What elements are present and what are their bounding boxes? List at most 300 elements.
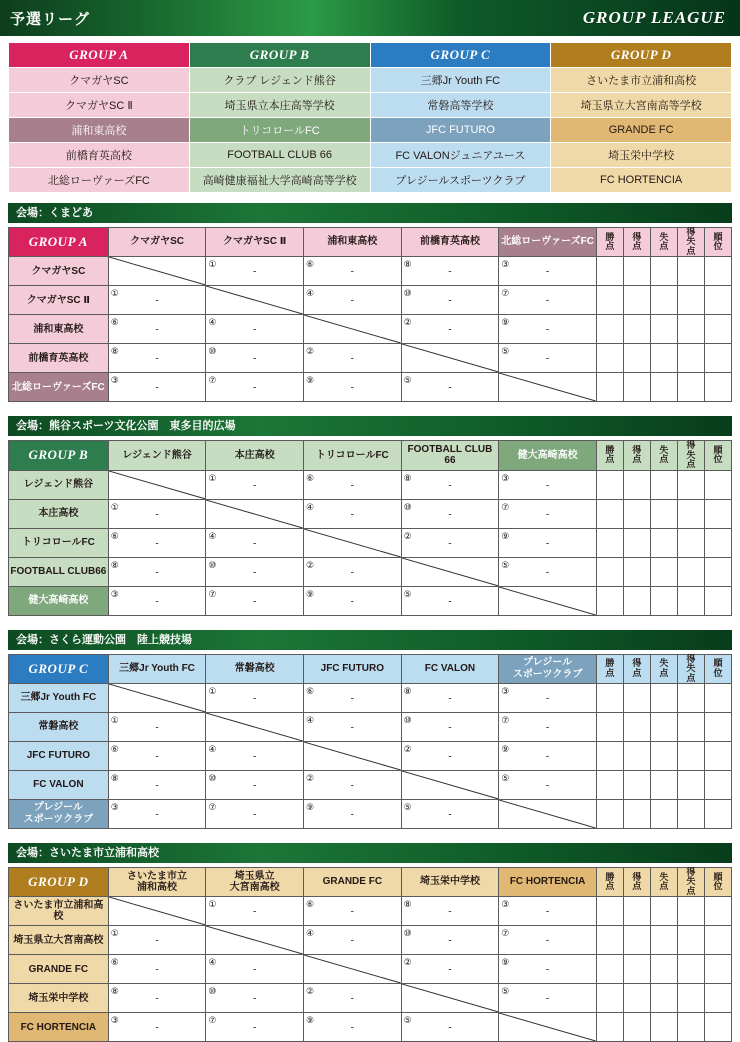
match-number: ⑦ — [501, 501, 510, 512]
table-row — [9, 586, 732, 615]
match-score: - — [448, 480, 452, 492]
matrix-row-header: FC HORTENCIA — [9, 1013, 109, 1042]
match-number: ⑤ — [501, 559, 510, 570]
match-number: ⑤ — [403, 375, 412, 386]
match-cell — [304, 926, 402, 955]
match-score: - — [545, 693, 550, 705]
matrix-diagonal-cell — [304, 315, 402, 344]
table-row — [9, 499, 732, 528]
match-cell — [206, 586, 304, 615]
group-team-cell: クマガヤSC — [9, 68, 190, 93]
stat-cell — [704, 499, 731, 528]
group-team-cell: 浦和東高校 — [9, 118, 190, 143]
groups-overview-table — [8, 42, 732, 193]
match-number: ⑦ — [501, 928, 510, 939]
match-cell — [499, 683, 597, 712]
stat-cell — [596, 470, 623, 499]
standings-matrix-b — [8, 440, 732, 615]
match-cell — [108, 926, 206, 955]
stat-cell — [596, 344, 623, 373]
match-cell — [499, 344, 597, 373]
match-score: - — [155, 295, 159, 307]
match-cell — [401, 257, 499, 286]
match-score: - — [350, 1022, 354, 1034]
stat-cell — [596, 926, 623, 955]
stat-cell — [704, 683, 731, 712]
match-number: ⑧ — [403, 685, 412, 696]
match-cell — [499, 897, 597, 926]
match-cell — [304, 257, 402, 286]
match-cell — [206, 741, 304, 770]
match-number: ③ — [110, 375, 119, 386]
match-number: ⑥ — [306, 472, 315, 483]
match-number: ⑩ — [208, 346, 217, 357]
stat-cell — [596, 799, 623, 828]
match-cell — [206, 683, 304, 712]
stat-header: 得 失 点 — [677, 654, 704, 683]
match-number: ⑩ — [403, 928, 412, 939]
match-score: - — [155, 751, 159, 763]
match-cell — [499, 257, 597, 286]
stat-cell — [677, 470, 704, 499]
match-number: ② — [306, 346, 315, 357]
match-score: - — [545, 353, 550, 365]
matrix-column-header: 浦和東高校 — [304, 228, 402, 257]
stat-cell — [596, 499, 623, 528]
stat-cell — [623, 712, 650, 741]
stat-cell — [650, 470, 677, 499]
match-number: ⑤ — [501, 986, 510, 997]
match-score: - — [545, 509, 550, 521]
matrix-diagonal-cell — [499, 799, 597, 828]
stat-header: 順 位 — [704, 867, 731, 896]
match-number: ⑤ — [501, 772, 510, 783]
match-cell — [304, 683, 402, 712]
match-number: ⑩ — [208, 986, 217, 997]
match-cell — [108, 586, 206, 615]
stat-cell — [623, 683, 650, 712]
match-number: ③ — [110, 1015, 119, 1026]
stat-cell — [677, 373, 704, 402]
match-number: ⑨ — [306, 375, 315, 386]
matrix-row-header: 北総ローヴァーズFC — [9, 373, 109, 402]
match-score: - — [253, 809, 257, 821]
match-number: ④ — [306, 714, 315, 725]
match-cell — [499, 926, 597, 955]
matrix-row-header: クマガヤSC Ⅱ — [9, 286, 109, 315]
match-cell — [304, 286, 402, 315]
match-cell — [206, 799, 304, 828]
match-cell — [206, 984, 304, 1013]
group-b-header: GROUP B — [189, 43, 370, 68]
match-number: ⑨ — [306, 801, 315, 812]
group-team-cell: 三郷Jr Youth FC — [370, 68, 551, 93]
match-number: ② — [306, 772, 315, 783]
table-row — [9, 286, 732, 315]
matrix-row-header: クマガヤSC — [9, 257, 109, 286]
stat-cell — [677, 257, 704, 286]
stat-cell — [677, 499, 704, 528]
match-cell — [499, 286, 597, 315]
matrix-row-header: GRANDE FC — [9, 955, 109, 984]
matrix-diagonal-cell — [206, 286, 304, 315]
stat-cell — [623, 799, 650, 828]
stat-cell — [677, 344, 704, 373]
matrix-column-header: JFC FUTURO — [304, 654, 402, 683]
match-number: ⑥ — [306, 259, 315, 270]
table-row — [9, 315, 732, 344]
stat-cell — [596, 897, 623, 926]
matrix-column-header: 前橋育英高校 — [401, 228, 499, 257]
match-cell — [206, 470, 304, 499]
match-cell — [206, 557, 304, 586]
stat-cell — [704, 528, 731, 557]
match-number: ③ — [501, 899, 510, 910]
match-number: ⑦ — [501, 714, 510, 725]
match-number: ⑥ — [306, 685, 315, 696]
matrix-row-header: 健大高崎高校 — [9, 586, 109, 615]
matrix-corner-label: GROUP C — [9, 654, 109, 683]
match-score: - — [155, 382, 159, 394]
stat-cell — [623, 344, 650, 373]
match-score: - — [350, 567, 354, 579]
table-row — [9, 528, 732, 557]
stat-cell — [650, 499, 677, 528]
stat-cell — [623, 470, 650, 499]
stat-cell — [677, 315, 704, 344]
match-score: - — [253, 780, 257, 792]
match-cell — [401, 286, 499, 315]
matrix-column-header: 常磐高校 — [206, 654, 304, 683]
stat-cell — [596, 741, 623, 770]
match-score: - — [155, 722, 159, 734]
stat-cell — [650, 286, 677, 315]
group-team-cell: 高崎健康福祉大学高崎高等学校 — [189, 168, 370, 193]
groups-overview-header-row — [9, 43, 732, 68]
match-number: ⑨ — [501, 743, 510, 754]
match-number: ① — [208, 259, 217, 270]
match-number: ② — [306, 986, 315, 997]
matrix-header-row — [9, 228, 732, 257]
match-cell — [499, 955, 597, 984]
stat-header: 順 位 — [704, 441, 731, 470]
group-d-header: GROUP D — [551, 43, 732, 68]
stat-cell — [704, 955, 731, 984]
stat-cell — [650, 897, 677, 926]
stat-header: 勝 点 — [596, 654, 623, 683]
match-number: ① — [208, 472, 217, 483]
match-score: - — [448, 538, 452, 550]
match-cell — [304, 470, 402, 499]
stat-cell — [650, 557, 677, 586]
match-score: - — [350, 266, 354, 278]
matrix-column-header: クマガヤSC — [108, 228, 206, 257]
match-number: ④ — [208, 743, 217, 754]
stat-cell — [650, 683, 677, 712]
stat-cell — [650, 586, 677, 615]
matrix-row-header: 本庄高校 — [9, 499, 109, 528]
stat-cell — [623, 897, 650, 926]
match-number: ② — [403, 743, 412, 754]
match-score: - — [545, 295, 550, 307]
match-number: ⑥ — [110, 317, 119, 328]
matrix-column-header: 埼玉栄中学校 — [401, 867, 499, 896]
stat-cell — [704, 1013, 731, 1042]
stat-cell — [650, 955, 677, 984]
matrix-diagonal-cell — [499, 1013, 597, 1042]
group-team-cell: FC VALONジュニアユース — [370, 143, 551, 168]
matrix-diagonal-cell — [206, 712, 304, 741]
match-score: - — [253, 751, 257, 763]
match-score: - — [448, 1022, 452, 1034]
group-block — [8, 416, 732, 615]
matrix-column-header: レジェンド熊谷 — [108, 441, 206, 470]
stat-cell — [677, 683, 704, 712]
match-cell — [108, 712, 206, 741]
stat-cell — [596, 257, 623, 286]
matrix-diagonal-cell — [304, 741, 402, 770]
match-cell — [206, 770, 304, 799]
stat-cell — [677, 926, 704, 955]
match-number: ⑥ — [110, 743, 119, 754]
match-score: - — [545, 906, 550, 918]
match-score: - — [253, 906, 257, 918]
match-cell — [304, 897, 402, 926]
group-block — [8, 843, 732, 1042]
stat-cell — [704, 741, 731, 770]
page-title: 予選リーグ — [10, 10, 91, 28]
group-team-cell: さいたま市立浦和高校 — [551, 68, 732, 93]
stat-header: 得 点 — [623, 867, 650, 896]
match-score: - — [155, 567, 159, 579]
match-score: - — [448, 295, 452, 307]
matrix-diagonal-cell — [206, 926, 304, 955]
match-cell — [401, 586, 499, 615]
match-cell — [304, 984, 402, 1013]
stat-cell — [623, 257, 650, 286]
table-row — [9, 257, 732, 286]
group-team-cell: 常磐高等学校 — [370, 93, 551, 118]
match-number: ② — [403, 317, 412, 328]
stat-cell — [704, 315, 731, 344]
match-score: - — [253, 964, 257, 976]
matrix-column-header: トリコロールFC — [304, 441, 402, 470]
match-score: - — [448, 266, 452, 278]
match-score: - — [350, 780, 354, 792]
table-row — [9, 799, 732, 828]
stat-cell — [704, 712, 731, 741]
matrix-row-header: プレジール スポーツクラブ — [9, 799, 109, 828]
matrix-row-header: 埼玉栄中学校 — [9, 984, 109, 1013]
match-cell — [304, 373, 402, 402]
stat-header: 勝 点 — [596, 441, 623, 470]
match-cell — [401, 1013, 499, 1042]
table-row — [9, 143, 732, 168]
match-score: - — [448, 964, 452, 976]
matrix-column-header: クマガヤSC Ⅱ — [206, 228, 304, 257]
matrix-row-header: さいたま市立浦和高校 — [9, 897, 109, 926]
match-number: ③ — [110, 801, 119, 812]
table-row — [9, 712, 732, 741]
match-number: ② — [306, 559, 315, 570]
standings-matrix-c — [8, 654, 732, 829]
matrix-diagonal-cell — [401, 984, 499, 1013]
match-number: ⑧ — [110, 772, 119, 783]
match-cell — [206, 1013, 304, 1042]
match-score: - — [545, 538, 550, 550]
stat-cell — [623, 286, 650, 315]
table-row — [9, 93, 732, 118]
stat-cell — [704, 897, 731, 926]
matrix-column-header: さいたま市立 浦和高校 — [108, 867, 206, 896]
match-cell — [304, 1013, 402, 1042]
matrix-column-header: FC HORTENCIA — [499, 867, 597, 896]
match-cell — [401, 799, 499, 828]
matrix-column-header: GRANDE FC — [304, 867, 402, 896]
match-score: - — [350, 480, 354, 492]
match-cell — [401, 955, 499, 984]
match-number: ① — [208, 685, 217, 696]
stat-cell — [650, 1013, 677, 1042]
match-cell — [108, 984, 206, 1013]
table-row — [9, 1013, 732, 1042]
matrix-column-header: 本庄高校 — [206, 441, 304, 470]
match-score: - — [253, 596, 257, 608]
match-cell — [401, 741, 499, 770]
stat-cell — [704, 984, 731, 1013]
match-cell — [401, 712, 499, 741]
match-number: ③ — [501, 685, 510, 696]
stat-cell — [650, 315, 677, 344]
table-row — [9, 557, 732, 586]
match-number: ⑨ — [306, 588, 315, 599]
match-cell — [499, 712, 597, 741]
stat-header: 得 失 点 — [677, 441, 704, 470]
match-number: ⑧ — [403, 259, 412, 270]
match-cell — [401, 683, 499, 712]
match-score: - — [545, 993, 550, 1005]
matrix-row-header: 三郷Jr Youth FC — [9, 683, 109, 712]
group-team-cell: プレジールスポーツクラブ — [370, 168, 551, 193]
match-score: - — [448, 324, 452, 336]
match-score: - — [545, 324, 550, 336]
match-cell — [499, 557, 597, 586]
stat-cell — [623, 499, 650, 528]
table-row — [9, 68, 732, 93]
match-number: ⑦ — [501, 288, 510, 299]
match-number: ④ — [208, 317, 217, 328]
stat-header: 順 位 — [704, 228, 731, 257]
match-score: - — [448, 596, 452, 608]
match-score: - — [155, 596, 159, 608]
matrix-corner-label: GROUP D — [9, 867, 109, 896]
matrix-corner-label: GROUP B — [9, 441, 109, 470]
table-row — [9, 373, 732, 402]
match-score: - — [155, 993, 159, 1005]
stat-cell — [677, 528, 704, 557]
match-cell — [108, 955, 206, 984]
stat-cell — [704, 557, 731, 586]
match-cell — [401, 373, 499, 402]
match-number: ⑧ — [110, 986, 119, 997]
stat-cell — [677, 557, 704, 586]
match-cell — [108, 344, 206, 373]
stat-cell — [704, 344, 731, 373]
match-number: ⑩ — [403, 288, 412, 299]
match-number: ⑦ — [208, 1015, 217, 1026]
standings-matrix-d — [8, 867, 732, 1042]
match-score: - — [545, 266, 550, 278]
stat-cell — [623, 528, 650, 557]
match-number: ⑨ — [306, 1015, 315, 1026]
group-c-header: GROUP C — [370, 43, 551, 68]
match-cell — [499, 470, 597, 499]
stat-cell — [650, 344, 677, 373]
match-cell — [108, 286, 206, 315]
match-number: ② — [403, 530, 412, 541]
matrix-column-header: 北総ローヴァーズFC — [499, 228, 597, 257]
stat-cell — [596, 373, 623, 402]
group-block — [8, 630, 732, 829]
match-score: - — [545, 751, 550, 763]
match-cell — [304, 712, 402, 741]
stat-header: 得 点 — [623, 654, 650, 683]
match-score: - — [350, 809, 354, 821]
match-score: - — [253, 1022, 257, 1034]
match-score: - — [448, 906, 452, 918]
match-cell — [499, 984, 597, 1013]
match-score: - — [350, 509, 354, 521]
stat-header: 順 位 — [704, 654, 731, 683]
match-number: ③ — [110, 588, 119, 599]
match-cell — [304, 586, 402, 615]
table-row — [9, 770, 732, 799]
stat-cell — [623, 1013, 650, 1042]
match-score: - — [448, 509, 452, 521]
table-row — [9, 741, 732, 770]
stat-cell — [596, 1013, 623, 1042]
match-score: - — [448, 809, 452, 821]
matrix-diagonal-cell — [108, 470, 206, 499]
match-score: - — [155, 935, 159, 947]
match-cell — [499, 499, 597, 528]
match-number: ④ — [208, 957, 217, 968]
stat-cell — [650, 799, 677, 828]
match-score: - — [448, 722, 452, 734]
match-score: - — [253, 693, 257, 705]
group-team-cell: 埼玉栄中学校 — [551, 143, 732, 168]
match-score: - — [155, 1022, 159, 1034]
match-score: - — [350, 906, 354, 918]
match-number: ① — [208, 899, 217, 910]
match-score: - — [155, 353, 159, 365]
matrix-header-row — [9, 441, 732, 470]
venue-bar: 会場：さくら運動公園 陸上競技場 — [8, 630, 732, 650]
stat-cell — [623, 373, 650, 402]
matrix-corner-label: GROUP A — [9, 228, 109, 257]
matrix-column-header: 埼玉県立 大宮南高校 — [206, 867, 304, 896]
stat-header: 失 点 — [650, 867, 677, 896]
match-score: - — [350, 993, 354, 1005]
match-cell — [304, 499, 402, 528]
stat-cell — [623, 955, 650, 984]
match-number: ⑩ — [208, 559, 217, 570]
table-row — [9, 683, 732, 712]
stat-cell — [596, 557, 623, 586]
stat-cell — [650, 741, 677, 770]
matrix-diagonal-cell — [401, 770, 499, 799]
group-team-cell: JFC FUTURO — [370, 118, 551, 143]
